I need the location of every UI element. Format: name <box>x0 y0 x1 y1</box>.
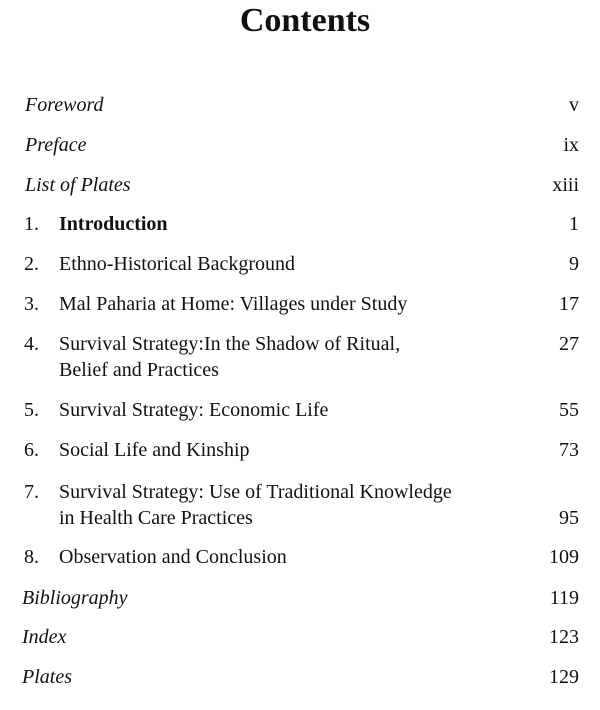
chapter-number: 4. <box>24 333 39 355</box>
chapter-number: 8. <box>24 546 39 568</box>
entry-page: ix <box>563 134 579 156</box>
chapter-page: 17 <box>559 293 579 315</box>
chapter-number: 7. <box>24 481 39 503</box>
chapter-number: 2. <box>24 253 39 275</box>
chapter-number: 5. <box>24 399 39 421</box>
chapter-title-line-1: Survival Strategy: Use of Traditional Knowledge <box>59 481 452 503</box>
chapter-title-line-2: in Health Care Practices <box>59 507 253 529</box>
chapter-title: Ethno-Historical Background <box>59 253 296 275</box>
chapter-page: 109 <box>549 546 579 568</box>
chapter-title: Introduction <box>59 213 168 235</box>
chapter-title-line-2: Belief and Practices <box>59 359 219 381</box>
toc-chapter-7[interactable] <box>0 479 600 531</box>
chapter-title: Survival Strategy: Economic Life <box>59 399 329 421</box>
chapter-page: 55 <box>559 399 579 421</box>
entry-page: 129 <box>549 666 579 688</box>
entry-label: List of Plates <box>25 174 131 196</box>
entry-label: Index <box>22 626 67 648</box>
chapter-number: 3. <box>24 293 39 315</box>
entry-page: xiii <box>552 174 579 196</box>
chapter-title: Observation and Conclusion <box>59 546 287 568</box>
chapter-title: Mal Paharia at Home: Villages under Study <box>59 293 408 315</box>
entry-page: 119 <box>549 587 579 609</box>
entry-page: 123 <box>549 626 579 648</box>
entry-label: Plates <box>22 666 72 688</box>
chapter-page: 95 <box>559 507 579 529</box>
chapter-title: Social Life and Kinship <box>59 439 250 461</box>
chapter-page: 27 <box>559 333 579 355</box>
toc-chapter-4[interactable] <box>0 331 600 383</box>
chapter-number: 1. <box>24 213 39 235</box>
entry-label: Preface <box>25 134 87 156</box>
chapter-title-line-1: Survival Strategy:In the Shadow of Ritual, <box>59 333 401 355</box>
chapter-page: 73 <box>559 439 579 461</box>
chapter-page: 1 <box>569 213 579 235</box>
entry-label: Bibliography <box>22 587 128 609</box>
chapter-number: 6. <box>24 439 39 461</box>
entry-page: v <box>569 94 579 116</box>
page-title: Contents <box>239 2 371 39</box>
entry-label: Foreword <box>25 94 104 116</box>
chapter-page: 9 <box>569 253 579 275</box>
